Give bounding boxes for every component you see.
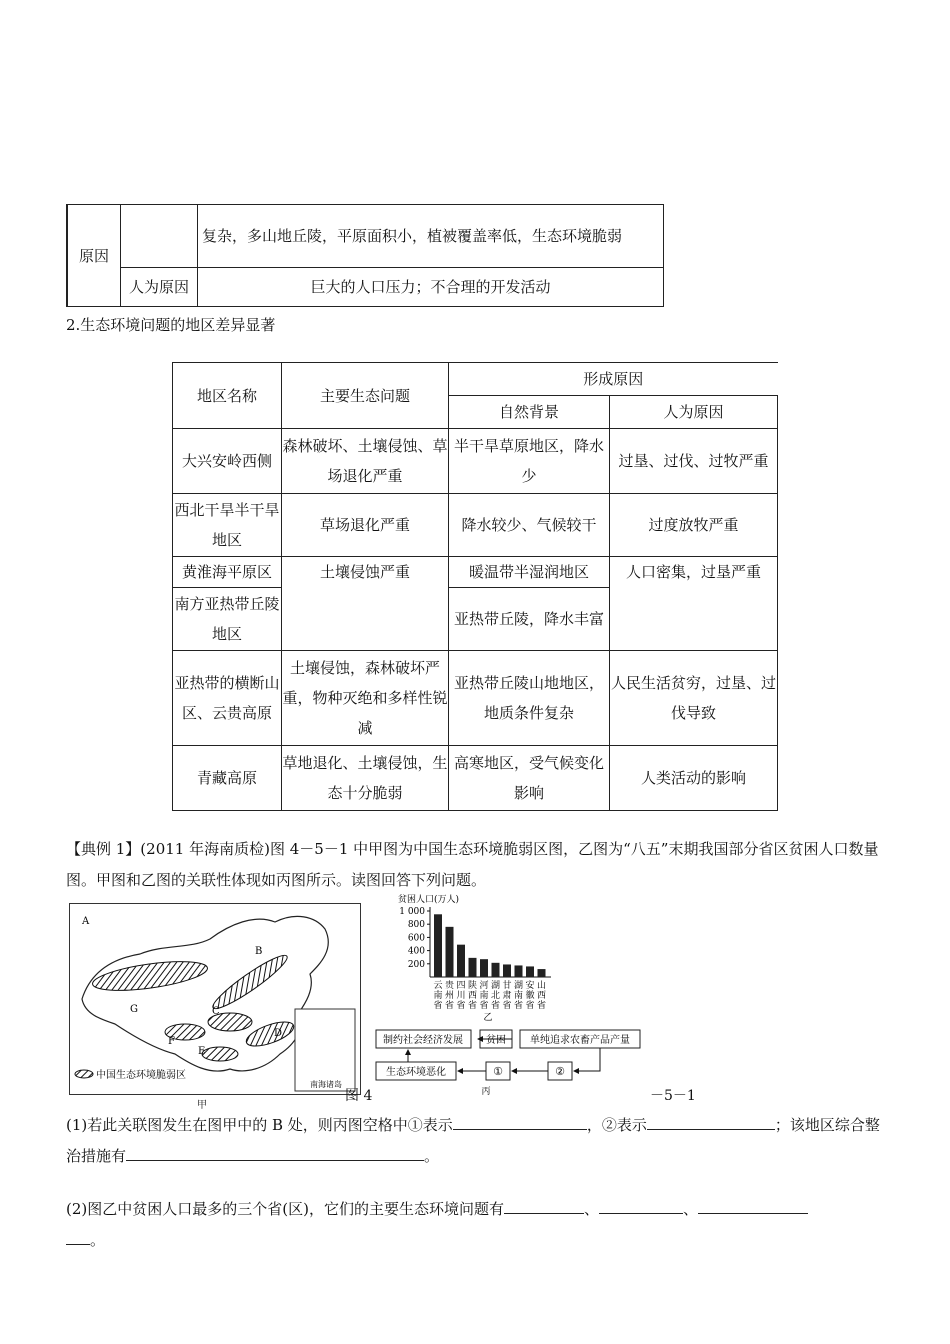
x-tick-label: 贵 bbox=[444, 981, 455, 991]
bar bbox=[492, 963, 500, 977]
q2-text: (2)图乙中贫困人口最多的三个省(区)，它们的主要生态环境问题有 bbox=[66, 1200, 504, 1218]
map-letter: F bbox=[168, 1036, 175, 1047]
bar bbox=[515, 965, 523, 977]
x-tick-label: 省 bbox=[456, 1001, 466, 1011]
y-tick-label: 800 bbox=[407, 920, 425, 931]
table-row bbox=[173, 494, 778, 557]
x-tick-label: 北 bbox=[490, 991, 501, 1001]
y-tick-label: 200 bbox=[407, 959, 425, 970]
x-tick-label: 省 bbox=[490, 1001, 501, 1011]
map-letter: C bbox=[212, 1006, 220, 1017]
question-1 bbox=[66, 1110, 884, 1172]
bar bbox=[526, 966, 534, 977]
x-tick-label: 省 bbox=[502, 1001, 512, 1011]
answer-blank[interactable] bbox=[66, 1230, 90, 1245]
x-tick-label: 省 bbox=[536, 1001, 547, 1011]
header-natural: 自然背景 bbox=[449, 396, 610, 429]
x-tick-label: 南 bbox=[513, 991, 524, 1001]
x-tick-label: 徽 bbox=[525, 991, 535, 1001]
x-tick-label: 安 bbox=[525, 981, 535, 991]
x-tick-label: 西 bbox=[536, 991, 547, 1001]
map-letter: B bbox=[255, 946, 263, 957]
q1-text-a: (1)若此关联图发生在图甲中的 B 处，则丙图空格中①表示 bbox=[66, 1116, 453, 1134]
human-cell: 人口密集，过垦严重 bbox=[610, 557, 778, 651]
natural-cell: 暖温带半湿润地区 bbox=[449, 557, 610, 588]
bar bbox=[446, 927, 454, 977]
bar bbox=[457, 945, 465, 977]
answer-blank[interactable] bbox=[698, 1199, 808, 1214]
human-cell: 过垦、过伐、过牧严重 bbox=[610, 429, 778, 494]
x-tick-label: 省 bbox=[525, 1001, 535, 1011]
header-cause: 形成原因 bbox=[449, 363, 778, 396]
bar bbox=[434, 914, 442, 977]
natural-cell: 高寒地区，受气候变化影响 bbox=[449, 746, 610, 811]
section-title: 2.生态环境问题的地区差异显著 bbox=[66, 316, 276, 334]
problem-cell: 土壤侵蚀严重 bbox=[282, 557, 449, 651]
flow-box-deterioration: 生态环境恶化 bbox=[386, 1067, 446, 1078]
answer-blank[interactable] bbox=[599, 1199, 683, 1214]
x-tick-label: 陕 bbox=[467, 981, 478, 991]
natural-cell: 亚热带丘陵山地地区，地质条件复杂 bbox=[449, 651, 610, 746]
flow-box-poverty: 贫困 bbox=[486, 1035, 506, 1046]
x-tick-label: 西 bbox=[467, 991, 478, 1001]
problem-cell: 草地退化、土壤侵蚀，生态十分脆弱 bbox=[282, 746, 449, 811]
x-tick-label: 甘 bbox=[502, 981, 512, 991]
flow-blank-2: ② bbox=[555, 1065, 565, 1078]
map-label: 甲 bbox=[197, 1100, 207, 1111]
y-tick-label: 1 000 bbox=[399, 907, 425, 917]
natural-cell: 半干旱草原地区，降水少 bbox=[449, 429, 610, 494]
x-tick-label: 河 bbox=[479, 981, 489, 991]
region-cell: 亚热带的横断山区、云贵高原 bbox=[173, 651, 282, 746]
poverty-population-chart bbox=[368, 893, 588, 1023]
header-problem: 主要生态问题 bbox=[282, 363, 449, 429]
table-row bbox=[173, 429, 778, 494]
bar bbox=[469, 958, 477, 977]
human-cell: 人类活动的影响 bbox=[610, 746, 778, 811]
flow-blank-1: ① bbox=[493, 1065, 503, 1078]
region-cell: 青藏高原 bbox=[173, 746, 282, 811]
natural-cell: 亚热带丘陵，降水丰富 bbox=[449, 588, 610, 651]
human-cause-text: 巨大的人口压力；不合理的开发活动 bbox=[198, 268, 664, 307]
q1-end: 。 bbox=[424, 1147, 440, 1165]
human-cell: 过度放牧严重 bbox=[610, 494, 778, 557]
bar bbox=[538, 969, 546, 977]
map-inset-label: 南海诸岛 bbox=[310, 1080, 342, 1089]
x-tick-label: 省 bbox=[513, 1001, 524, 1011]
table-row bbox=[173, 557, 778, 588]
q2-end: 。 bbox=[90, 1231, 106, 1249]
problem-cell: 土壤侵蚀，森林破坏严重，物种灭绝和多样性锐减 bbox=[282, 651, 449, 746]
x-tick-label: 南 bbox=[479, 991, 489, 1001]
relationship-flow-diagram bbox=[368, 1022, 658, 1122]
row-header-cause: 原因 bbox=[67, 205, 121, 307]
figure-caption-right: －5－1 bbox=[650, 1088, 696, 1104]
header-human: 人为原因 bbox=[610, 396, 778, 429]
answer-blank[interactable] bbox=[126, 1146, 424, 1161]
region-cell: 大兴安岭西侧 bbox=[173, 429, 282, 494]
causes-table bbox=[66, 204, 664, 307]
natural-cause-label bbox=[121, 205, 198, 268]
x-tick-label: 省 bbox=[444, 1001, 455, 1011]
region-cell: 黄淮海平原区 bbox=[173, 557, 282, 588]
natural-cause-text: 复杂，多山地丘陵，平原面积小，植被覆盖率低，生态环境脆弱 bbox=[198, 205, 664, 268]
table-row bbox=[173, 746, 778, 811]
x-tick-label: 云 bbox=[433, 981, 443, 991]
q2-separator: 、 bbox=[583, 1200, 599, 1218]
q2-separator: 、 bbox=[682, 1200, 698, 1218]
x-tick-label: 川 bbox=[456, 991, 466, 1001]
y-tick-label: 400 bbox=[407, 946, 425, 957]
x-tick-label: 省 bbox=[479, 1001, 489, 1011]
x-tick-label: 州 bbox=[444, 991, 455, 1001]
y-tick-label: 600 bbox=[407, 933, 425, 944]
map-letter: D bbox=[274, 1028, 283, 1039]
map-letter: G bbox=[130, 1004, 138, 1015]
answer-blank[interactable] bbox=[647, 1115, 775, 1130]
china-map-figure bbox=[70, 904, 360, 1094]
map-letter: E bbox=[198, 1046, 206, 1057]
map-jia bbox=[69, 903, 361, 1095]
x-tick-label: 省 bbox=[467, 1001, 478, 1011]
chart-x-label: 乙 bbox=[483, 1013, 493, 1023]
regional-differences-table bbox=[172, 362, 778, 811]
human-cell: 人民生活贫穷，过垦、过伐导致 bbox=[610, 651, 778, 746]
bar bbox=[503, 964, 511, 977]
x-tick-label: 湖 bbox=[513, 981, 524, 991]
table-row bbox=[173, 651, 778, 746]
example-intro: 【典例 1】(2011 年海南质检)图 4－5－1 中甲图为中国生态环境脆弱区图，乙图为“八五”末期我国部分省区贫困人口数量图。甲图和乙图的关联性体现如丙图所示。读图回答下列问题。 bbox=[66, 840, 879, 889]
problem-cell: 森林破坏、土壤侵蚀、草场退化严重 bbox=[282, 429, 449, 494]
header-region: 地区名称 bbox=[173, 363, 282, 429]
answer-blank[interactable] bbox=[453, 1115, 587, 1130]
bar bbox=[480, 959, 488, 977]
natural-cell: 降水较少、气候较干 bbox=[449, 494, 610, 557]
x-tick-label: 肃 bbox=[502, 991, 512, 1001]
answer-blank[interactable] bbox=[504, 1199, 584, 1214]
x-tick-label: 四 bbox=[456, 981, 466, 991]
map-legend: 中国生态环境脆弱区 bbox=[96, 1070, 186, 1081]
figure-caption-left: 图 4 bbox=[345, 1088, 373, 1104]
region-cell: 南方亚热带丘陵地区 bbox=[173, 588, 282, 651]
q1-text-b: ，②表示 bbox=[586, 1116, 647, 1134]
q1-text-c: ；该地区综合整治措施有 bbox=[66, 1116, 880, 1165]
chart-title: 贫困人口(万人) bbox=[398, 895, 460, 905]
human-cause-label: 人为原因 bbox=[121, 268, 198, 307]
problem-cell: 草场退化严重 bbox=[282, 494, 449, 557]
flow-box-constrain: 制约社会经济发展 bbox=[383, 1035, 463, 1046]
x-tick-label: 湖 bbox=[490, 981, 501, 991]
flow-label: 丙 bbox=[481, 1087, 491, 1097]
question-2 bbox=[66, 1194, 884, 1256]
x-tick-label: 山 bbox=[536, 981, 547, 991]
flow-box-pursuit: 单纯追求农畜产品产量 bbox=[530, 1035, 630, 1046]
x-tick-label: 南 bbox=[433, 991, 443, 1001]
region-cell: 西北干旱半干旱地区 bbox=[173, 494, 282, 557]
x-tick-label: 省 bbox=[433, 1001, 443, 1011]
map-letter: A bbox=[82, 916, 90, 927]
